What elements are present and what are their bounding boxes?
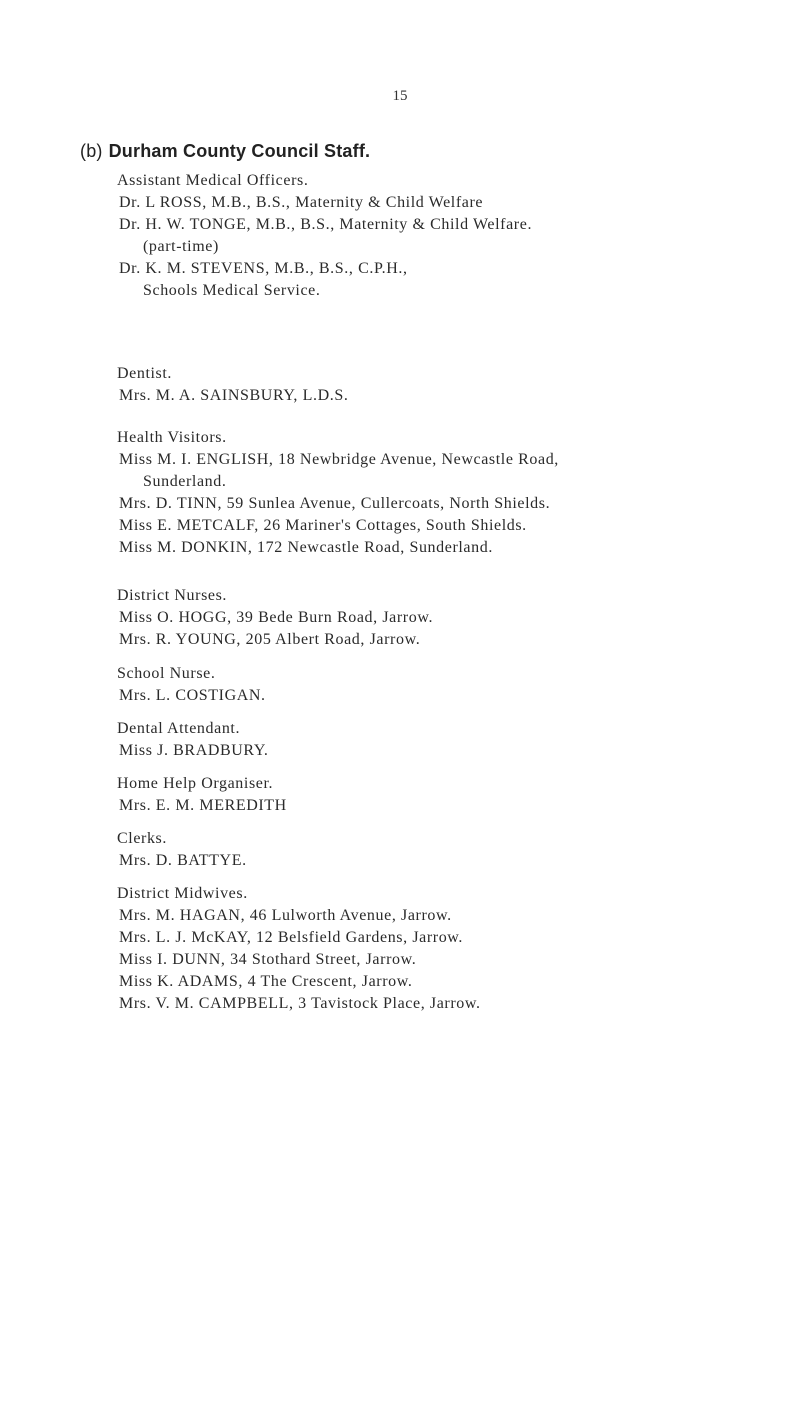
- group-title: School Nurse.: [117, 665, 216, 682]
- group-title: Assistant Medical Officers.: [117, 172, 309, 189]
- group-district-nurses: [117, 585, 767, 663]
- page-number: 15: [392, 88, 408, 104]
- group-title: District Midwives.: [117, 885, 248, 902]
- staff-entry: Mrs. L. J. McKAY, 12 Belsfield Gardens, Jarrow.: [119, 929, 464, 946]
- group-health-visitors: [117, 427, 767, 585]
- group-dental-attendant: [117, 718, 767, 773]
- staff-entry: Mrs. M. A. SAINSBURY, L.D.S.: [119, 387, 349, 404]
- group-clerks: [117, 828, 767, 883]
- section-heading: [80, 141, 370, 162]
- group-title: District Nurses.: [117, 587, 228, 604]
- group-assistant-medical-officers: [117, 170, 767, 363]
- staff-entry: Mrs. E. M. MEREDITH: [119, 797, 287, 814]
- staff-entry: Mrs. M. HAGAN, 46 Lulworth Avenue, Jarrow.: [119, 907, 452, 924]
- staff-entry: Miss J. BRADBURY.: [119, 742, 269, 759]
- staff-entry: Dr. H. W. TONGE, M.B., B.S., Maternity & Child Welfare. (part-time): [119, 216, 533, 255]
- staff-entry: Miss M. DONKIN, 172 Newcastle Road, Sunderland.: [119, 539, 493, 556]
- staff-entry: Mrs. D. BATTYE.: [119, 852, 247, 869]
- group-title: Home Help Organiser.: [117, 775, 274, 792]
- staff-entry: Mrs. R. YOUNG, 205 Albert Road, Jarrow.: [119, 631, 421, 648]
- staff-entry: Mrs. D. TINN, 59 Sunlea Avenue, Cullercoats, North Shields.: [119, 495, 551, 512]
- group-title: Dentist.: [117, 365, 173, 382]
- group-title: Dental Attendant.: [117, 720, 241, 737]
- staff-entry: Dr. L ROSS, M.B., B.S., Maternity & Child Welfare: [119, 194, 484, 211]
- staff-entry: Miss K. ADAMS, 4 The Crescent, Jarrow.: [119, 973, 413, 990]
- staff-entry: Miss E. METCALF, 26 Mariner's Cottages, South Shields.: [119, 517, 527, 534]
- staff-entry: Mrs. L. COSTIGAN.: [119, 687, 266, 704]
- staff-list: [117, 170, 767, 1023]
- group-district-midwives: [117, 883, 767, 1023]
- staff-entry: Miss O. HOGG, 39 Bede Burn Road, Jarrow.: [119, 609, 434, 626]
- group-home-help-organiser: [117, 773, 767, 828]
- section-label: (b): [80, 141, 103, 161]
- group-title: Health Visitors.: [117, 429, 227, 446]
- group-title: Clerks.: [117, 830, 167, 847]
- staff-entry: Miss M. I. ENGLISH, 18 Newbridge Avenue, Newcastle Road, Sunderland.: [119, 451, 559, 490]
- staff-entry: Mrs. V. M. CAMPBELL, 3 Tavistock Place, Jarrow.: [119, 995, 481, 1012]
- staff-entry: Miss I. DUNN, 34 Stothard Street, Jarrow.: [119, 951, 417, 968]
- group-school-nurse: [117, 663, 767, 718]
- group-dentist: [117, 363, 767, 419]
- section-title: Durham County Council Staff.: [108, 141, 371, 161]
- staff-entry: Dr. K. M. STEVENS, M.B., B.S., C.P.H., Schools Medical Service.: [119, 260, 408, 299]
